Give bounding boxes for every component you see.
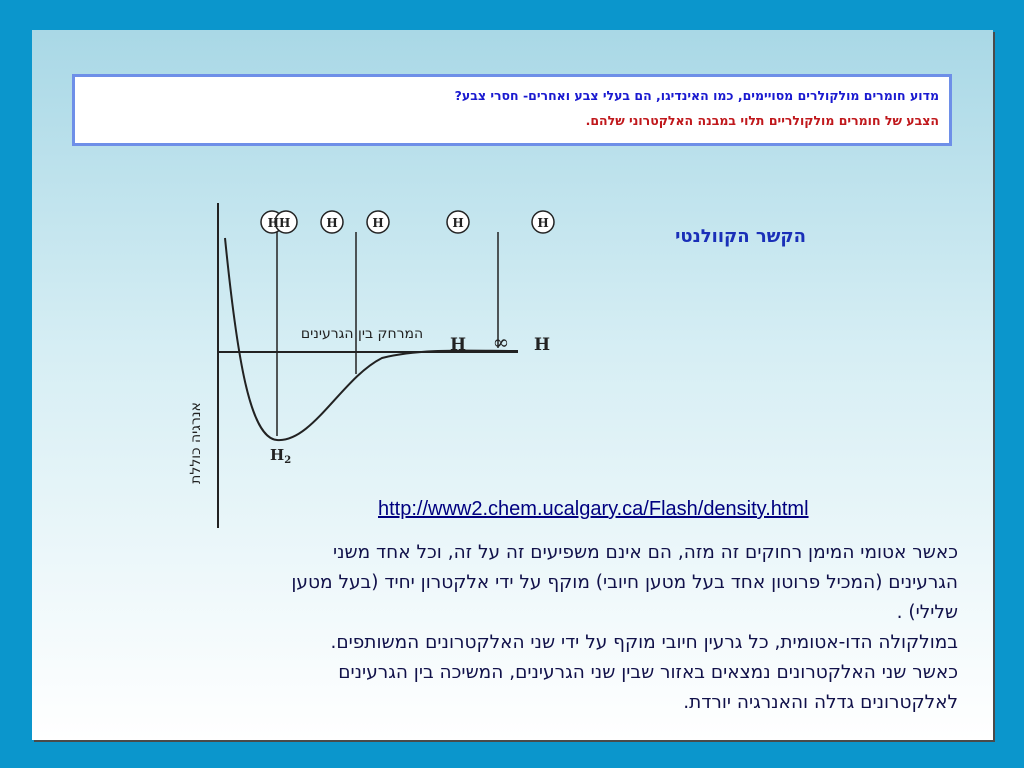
atom-label-4: H — [452, 216, 464, 230]
atom-icon-4 — [447, 211, 469, 233]
body-line-2: הגרעינים (המכיל פרוטון אחד בעל מטען חיובי) מוקף על ידי אלקטרון יחיד (בעל מטען — [291, 572, 958, 593]
answer-text: הצבע של חומרים מולקולריים תלוי במבנה האלקטרוני שלהם. — [585, 113, 939, 128]
covalent-bond-title: הקשר הקוולנטי — [675, 226, 806, 247]
atom-icon-5 — [532, 211, 554, 233]
atom-label-5: H — [537, 216, 549, 230]
body-text — [102, 538, 958, 718]
atom-label-2: H — [326, 216, 338, 230]
question-text: מדוע חומרים מולקולרים מסויימים, כמו האינדיגו, הם בעלי צבע ואחרים- חסרי צבע? — [454, 88, 939, 103]
atom-icon-pair — [261, 211, 297, 233]
h-label-right: H — [534, 335, 551, 355]
h-label-left: H — [450, 335, 467, 355]
body-line-6: לאלקטרונים גדלה והאנרגיה יורדת. — [683, 692, 958, 713]
body-line-4: במולקולה הדו-אטומית, כל גרעין חיובי מוקף על ידי שני האלקטרונים המשותפים. — [330, 632, 958, 653]
slide — [32, 30, 993, 740]
y-axis-label: אנרגיה כוללת — [188, 402, 204, 484]
x-axis-label: המרחק בין הגרעינים — [300, 326, 424, 342]
question-box — [72, 74, 952, 146]
h2-min-label: $H_2$ — [270, 446, 292, 466]
body-line-3: שלילי) . — [896, 602, 958, 623]
atom-label-3: H — [372, 216, 384, 230]
atom-icon-2 — [321, 211, 343, 233]
atom-label-pair: HH — [267, 216, 291, 230]
infinity-label: ∞ — [492, 330, 510, 354]
potential-energy-diagram — [182, 198, 582, 533]
body-line-1: כאשר אטומי המימן רחוקים זה מזה, הם אינם משפיעים זה על זה, וכל אחד משני — [332, 542, 958, 563]
atom-icon-3 — [367, 211, 389, 233]
density-link[interactable]: http://www2.chem.ucalgary.ca/Flash/density.html — [378, 498, 809, 520]
body-line-5: כאשר שני האלקטרונים נמצאים באזור שבין שני הגרעינים, המשיכה בין הגרעינים — [338, 662, 958, 683]
